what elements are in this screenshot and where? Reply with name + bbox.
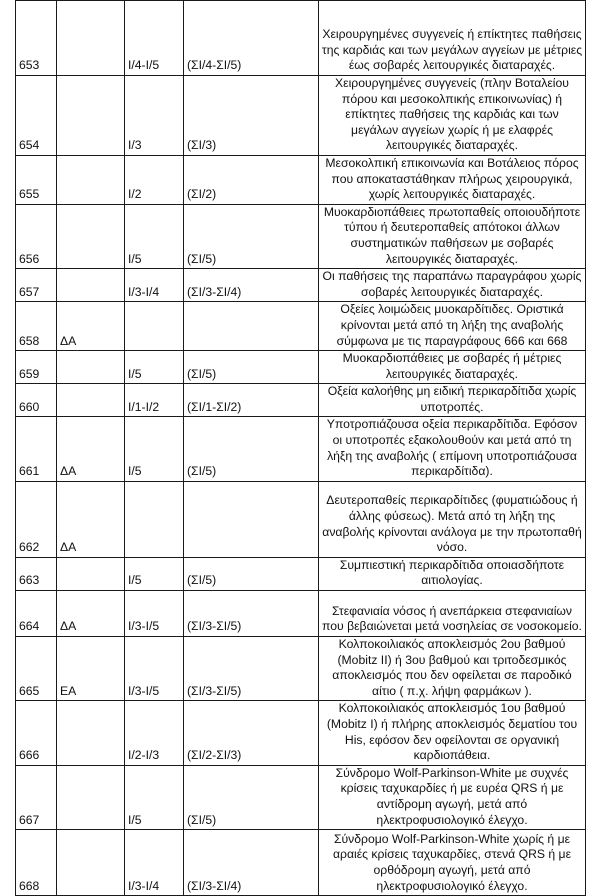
condition-description-cell: Στεφανιαία νόσος ή ανεπάρκεια στεφανιαίων που βεβαιώνεται μετά νοσηλείας σε νοσοκομείο. (319, 591, 586, 637)
row-number-cell: 655 (16, 155, 57, 204)
condition-description-cell: Οι παθήσεις της παραπάνω παραγράφου χωρίς σοβαρές λειτουργικές διαταραχές. (319, 269, 586, 302)
table-row (16, 481, 586, 557)
disability-class-cell: (ΣΙ/3) (184, 76, 319, 156)
disability-class-cell: (ΣΙ/4-ΣΙ/5) (184, 1, 319, 76)
table-body (16, 1, 586, 896)
row-number-cell: 659 (16, 351, 57, 384)
condition-description-cell: Συμπιεστική περικαρδίτιδα οποιασδήποτε αιτιολογίας. (319, 557, 586, 590)
condition-description-cell: Μεσοκολπική επικοινωνία και Βοτάλειος πόρος που αποκαταστάθηκαν πλήρως χειρουργικά, χωρίς λειτουργικές διαταραχές. (319, 155, 586, 204)
category-cell: Ι/1-Ι/2 (125, 384, 184, 417)
category-cell: Ι/5 (125, 351, 184, 384)
category-cell: Ι/3-Ι/4 (125, 830, 184, 896)
table-row (16, 384, 586, 417)
table-row (16, 557, 586, 590)
condition-description-cell: Χειρουργημένες συγγενείς ή επίκτητες παθήσεις της καρδιάς και των μεγάλων αγγείων με μέτριες έως σοβαρές λειτουργικές διαταραχές. (319, 1, 586, 76)
disability-class-cell: (ΣΙ/3-ΣΙ/5) (184, 591, 319, 637)
disability-class-cell: (ΣΙ/5) (184, 417, 319, 481)
row-number-cell: 654 (16, 76, 57, 156)
category-cell: Ι/3 (125, 76, 184, 156)
condition-description-cell: Χειρουργημένες συγγενείς (πλην Βοταλείου πόρου και μεσοκολπικής επικοινωνίας) ή επίκτητες παθήσεις της καρδιάς και των μεγάλων αγγείων χωρίς ή με ελαφρές λειτουργικές διαταραχές. (319, 76, 586, 156)
classification-code-cell: ΔΑ (57, 481, 125, 557)
disability-class-cell (184, 302, 319, 351)
classification-code-cell: ΔΑ (57, 591, 125, 637)
category-cell: Ι/3-Ι/4 (125, 269, 184, 302)
table-row (16, 591, 586, 637)
disability-class-cell: (ΣΙ/5) (184, 204, 319, 268)
disability-class-cell: (ΣΙ/1-ΣΙ/2) (184, 384, 319, 417)
classification-code-cell (57, 351, 125, 384)
condition-description-cell: Κολποκοιλιακός αποκλεισμός 2ου βαθμού (Mobitz II) ή 3ου βαθμού και τριτοδεσμικός αποκλεισμός που δεν οφείλεται σε παροδικό αίτιο ( π.χ. λήψη φαρμάκων ). (319, 637, 586, 701)
disability-class-cell: (ΣΙ/2) (184, 155, 319, 204)
table-row (16, 1, 586, 76)
table-row (16, 417, 586, 481)
table-row (16, 204, 586, 268)
category-cell: Ι/3-Ι/5 (125, 637, 184, 701)
category-cell: Ι/2 (125, 155, 184, 204)
row-number-cell: 668 (16, 830, 57, 896)
row-number-cell: 663 (16, 557, 57, 590)
row-number-cell: 660 (16, 384, 57, 417)
classification-code-cell (57, 1, 125, 76)
condition-description-cell: Σύνδρομο Wolf-Parkinson-White χωρίς ή με αραιές κρίσεις ταχυκαρδίες, στενά QRS ή με ορθόδρομη αγωγή, μετά από ηλεκτροφυσιολογικό έλεγχο. (319, 830, 586, 896)
row-number-cell: 664 (16, 591, 57, 637)
classification-code-cell (57, 557, 125, 590)
condition-description-cell: Οξεία καλοήθης μη ειδική περικαρδίτιδα χωρίς υποτροπές. (319, 384, 586, 417)
table-row (16, 76, 586, 156)
disability-class-cell: (ΣΙ/3-ΣΙ/5) (184, 637, 319, 701)
classification-code-cell: ΕΑ (57, 637, 125, 701)
condition-description-cell: Υποτροπιάζουσα οξεία περικαρδίτιδα. Εφόσον οι υποτροπές εξακολουθούν και μετά από τη λήξη της αναβολής ( επίμονη υποτροπιάζουσα περικαρδίτιδα). (319, 417, 586, 481)
condition-description-cell: Μυοκαρδιοπάθειες πρωτοπαθείς οποιουδήποτε τύπου ή δευτεροπαθείς απότοκοι άλλων συστηματικών παθήσεων με σοβαρές λειτουργικές διαταραχές. (319, 204, 586, 268)
disability-criteria-table (15, 0, 586, 896)
classification-code-cell (57, 269, 125, 302)
category-cell: Ι/5 (125, 417, 184, 481)
classification-code-cell (57, 155, 125, 204)
row-number-cell: 661 (16, 417, 57, 481)
classification-code-cell: ΔΑ (57, 302, 125, 351)
disability-class-cell: (ΣΙ/3-ΣΙ/4) (184, 269, 319, 302)
table-row (16, 830, 586, 896)
row-number-cell: 662 (16, 481, 57, 557)
category-cell: Ι/5 (125, 204, 184, 268)
disability-class-cell: (ΣΙ/5) (184, 351, 319, 384)
category-cell: Ι/5 (125, 765, 184, 829)
row-number-cell: 667 (16, 765, 57, 829)
table-row (16, 351, 586, 384)
table-row (16, 637, 586, 701)
row-number-cell: 665 (16, 637, 57, 701)
classification-code-cell (57, 765, 125, 829)
disability-class-cell (184, 481, 319, 557)
category-cell (125, 302, 184, 351)
row-number-cell: 666 (16, 701, 57, 765)
row-number-cell: 658 (16, 302, 57, 351)
classification-code-cell: ΔΑ (57, 417, 125, 481)
classification-code-cell (57, 830, 125, 896)
classification-code-cell (57, 204, 125, 268)
category-cell: Ι/5 (125, 557, 184, 590)
disability-class-cell: (ΣΙ/2-ΣΙ/3) (184, 701, 319, 765)
row-number-cell: 653 (16, 1, 57, 76)
table-row (16, 155, 586, 204)
table-row (16, 269, 586, 302)
disability-class-cell: (ΣΙ/5) (184, 557, 319, 590)
condition-description-cell: Μυοκαρδιοπάθειες με σοβαρές ή μέτριες λειτουργικές διαταραχές. (319, 351, 586, 384)
classification-code-cell (57, 384, 125, 417)
condition-description-cell: Σύνδρομο Wolf-Parkinson-White με συχνές κρίσεις ταχυκαρδίες ή με ευρέα QRS ή με αντίδρομη αγωγή, μετά από ηλεκτροφυσιολογικό έλεγχο. (319, 765, 586, 829)
category-cell: Ι/3-Ι/5 (125, 591, 184, 637)
condition-description-cell: Κολποκοιλιακός αποκλεισμός 1ου βαθμού (Mobitz I) ή πλήρης αποκλεισμός δεματίου του His, εφόσον δεν οφείλονται σε οργανική καρδιοπάθεια. (319, 701, 586, 765)
condition-description-cell: Δευτεροπαθείς περικαρδίτιδες (φυματιώδους ή άλλης φύσεως). Μετά από τη λήξη της αναβολής κρίνονται ανάλογα με την πρωτοπαθή νόσο. (319, 481, 586, 557)
disability-class-cell: (ΣΙ/5) (184, 765, 319, 829)
category-cell (125, 481, 184, 557)
disability-class-cell: (ΣΙ/3-ΣΙ/4) (184, 830, 319, 896)
row-number-cell: 657 (16, 269, 57, 302)
table-row (16, 701, 586, 765)
category-cell: Ι/4-Ι/5 (125, 1, 184, 76)
row-number-cell: 656 (16, 204, 57, 268)
classification-code-cell (57, 76, 125, 156)
classification-code-cell (57, 701, 125, 765)
condition-description-cell: Οξείες λοιμώδεις μυοκαρδίτιδες. Οριστικά κρίνονται μετά από τη λήξη της αναβολής σύμφωνα με τις παραγράφους 666 και 668 (319, 302, 586, 351)
table-row (16, 765, 586, 829)
category-cell: Ι/2-Ι/3 (125, 701, 184, 765)
table-row (16, 302, 586, 351)
